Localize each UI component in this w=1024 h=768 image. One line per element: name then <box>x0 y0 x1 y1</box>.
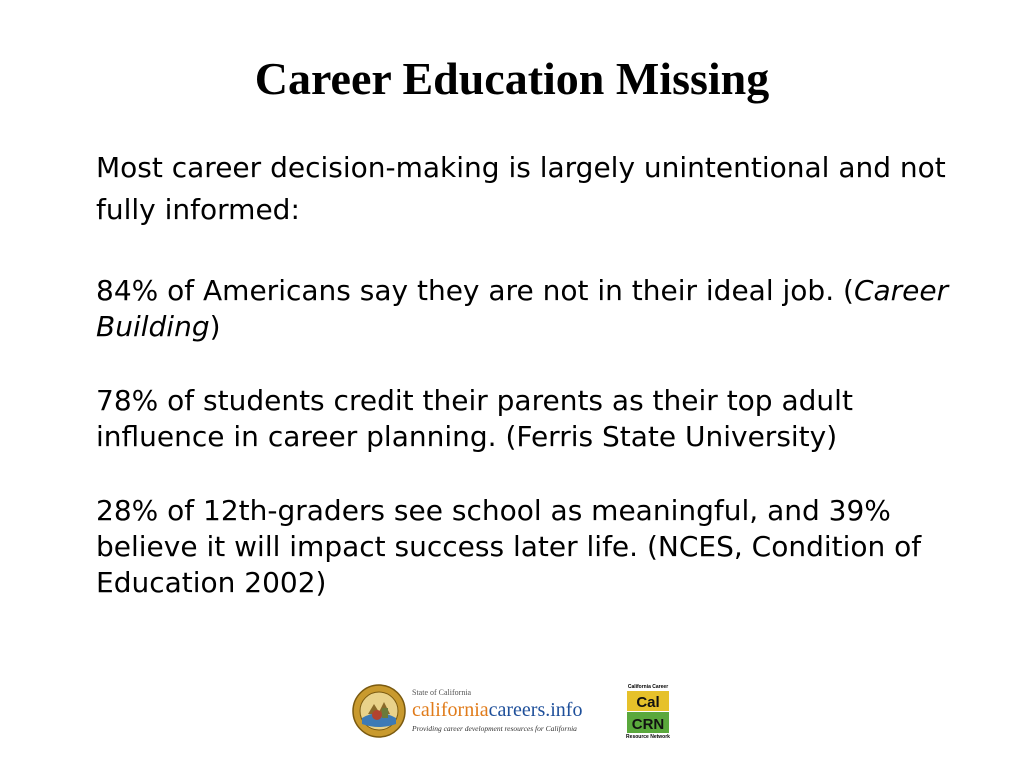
footer-logos <box>352 684 672 740</box>
crn-bottom-label: Resource Network <box>626 734 670 740</box>
calcrn-logo <box>624 684 672 740</box>
state-label: State of California <box>412 688 472 697</box>
stat1-source: Career Building <box>96 274 949 343</box>
tagline: Providing career development resources for California <box>412 724 577 733</box>
california-seal-icon <box>352 684 406 738</box>
slide-title: Career Education Missing <box>254 53 770 104</box>
wordmark <box>412 698 582 722</box>
stat-paragraph-2: 78% of students credit their parents as their top adult influence in career planning. (Ferris State University) <box>96 384 853 453</box>
calcrn-badge-icon <box>624 684 672 740</box>
wordmark-part-3: .info <box>545 699 583 721</box>
californiacareers-logo <box>412 688 617 738</box>
stat-paragraph-3: 28% of 12th-graders see school as meaningful, and 39% believe it will impact success later life. (NCES, Condition of Education 2002) <box>96 494 922 599</box>
crn-crn-text: CRN <box>631 716 665 733</box>
wordmark-part-1: california <box>412 699 489 721</box>
stat1-text: 84% of Americans say they are not in their ideal job. ( <box>96 274 854 307</box>
slide-body <box>96 147 956 639</box>
stat-paragraph-1 <box>96 273 956 345</box>
crn-top-label: California Career <box>627 684 669 690</box>
intro-paragraph: Most career decision-making is largely unintentional and not fully informed: <box>96 151 946 226</box>
crn-cal-text: Cal <box>636 694 660 711</box>
stat1-close: ) <box>209 310 221 343</box>
wordmark-part-2: careers <box>488 699 546 721</box>
